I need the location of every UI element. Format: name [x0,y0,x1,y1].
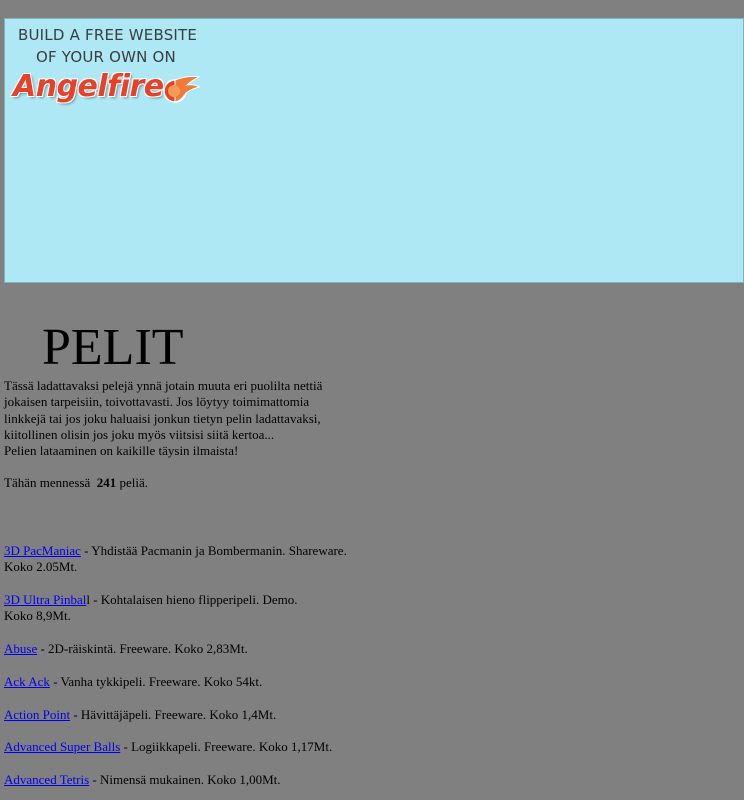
game-description: - Kohtalaisen hieno flipperipeli. Demo. [89,592,298,607]
game-link[interactable]: Action Point [4,707,71,722]
counter-value: 241 [96,475,117,490]
intro-text [4,378,354,459]
game-size: Koko 8,9Mt. [4,608,71,624]
angelfire-logo[interactable]: Angelfire [13,69,164,104]
game-link[interactable]: Advanced Tetris [4,772,90,787]
flame-icon [161,71,201,107]
intro-line: linkkejä tai jos joku haluaisi jonkun tietyn pelin ladattavaksi, [4,410,321,426]
game-entry [4,543,347,576]
game-link[interactable]: Abuse [4,641,38,656]
game-description: - Hävittäjäpeli. Freeware. Koko 1,4Mt. [70,707,277,722]
game-link[interactable]: 3D Ultra Pinbal [4,592,87,607]
intro-line: Tässä ladattavaksi pelejä ynnä jotain muuta eri puolilta nettiä [4,378,323,393]
game-description: - Yhdistää Pacmanin ja Bombermanin. Shareware. [80,543,347,558]
game-entry [4,707,276,723]
ad-headline-line2: OF YOUR OWN ON [36,48,176,66]
ad-headline-line1: BUILD A FREE WEBSITE [18,26,198,44]
game-entry [4,772,281,788]
game-entry [4,592,298,625]
game-link[interactable]: Advanced Super Balls [4,739,121,754]
game-entry [4,641,248,657]
intro-line: Pelien lataaminen on kaikille täysin ilmaista! [4,443,239,459]
game-description: - 2D-räiskintä. Freeware. Koko 2,83Mt. [37,641,248,656]
game-size: Koko 2.05Mt. [4,559,78,575]
game-description: - Logiikkapeli. Freeware. Koko 1,17Mt. [120,739,333,754]
intro-line: kiitollinen olisin jos joku myös viitsisi siitä kertoa... [4,426,275,442]
game-link[interactable]: Ack Ack [4,674,50,689]
game-entry [4,739,332,755]
page-title: PELIT [42,319,184,376]
angelfire-ad-banner[interactable] [4,18,744,283]
game-description: - Nimensä mukainen. Koko 1,00Mt. [89,772,281,787]
game-description: - Vanha tykkipeli. Freeware. Koko 54kt. [49,674,263,689]
game-counter [4,475,148,491]
game-link-trailing-char: l [86,592,90,607]
game-link[interactable]: 3D PacManiac [4,543,81,558]
intro-line: jokaisen tarpeisiin, toivottavasti. Jos löytyy toimimattomia [4,394,310,410]
counter-prefix: Tähän mennessä [4,475,91,490]
counter-suffix: peliä. [119,475,149,490]
game-entry [4,674,262,690]
